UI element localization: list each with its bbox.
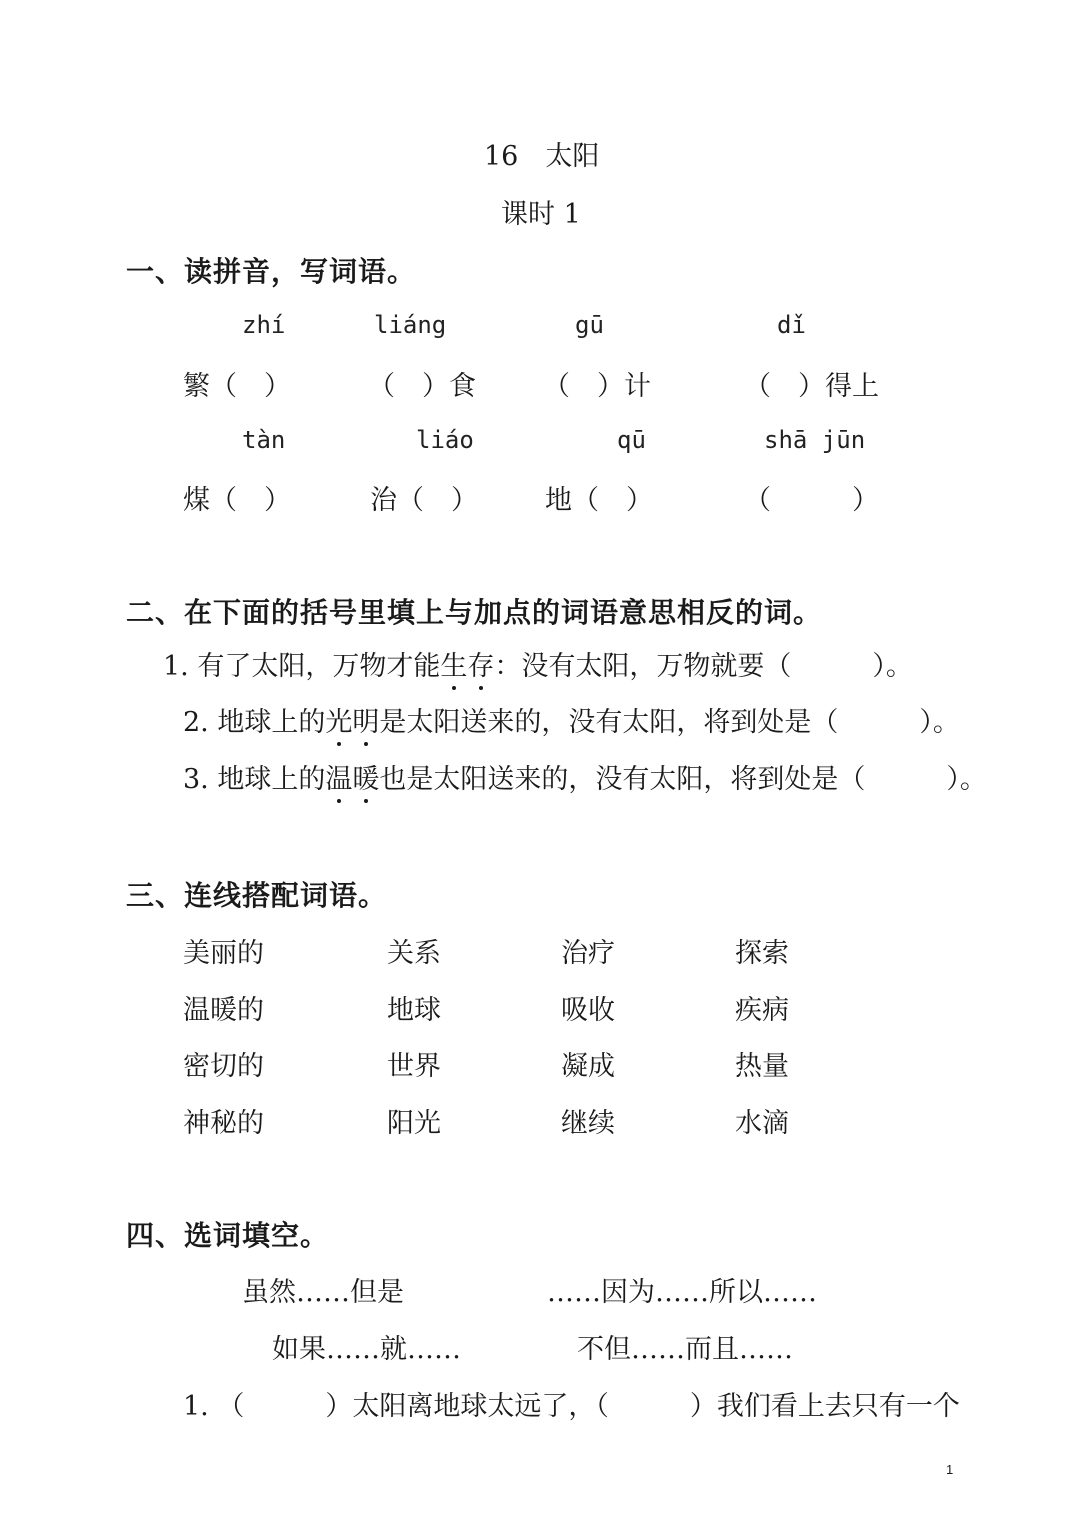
match-word: 世界 — [387, 1051, 441, 1082]
q2-suffix: 是太阳送来的，没有太阳，将到处是（ ）。 — [379, 707, 960, 738]
match-word: 凝成 — [561, 1051, 615, 1082]
conjunction-option-3: 如果……就…… — [272, 1334, 461, 1365]
lesson-title: 16 太阳 — [484, 141, 600, 172]
pinyin-liao: liáo — [416, 426, 474, 454]
pinyin-qu: qū — [617, 426, 646, 454]
section1-heading: 一、读拼音，写词语。 — [126, 255, 417, 288]
pinyin-gu: gū — [575, 311, 604, 339]
match-word: 阳光 — [387, 1108, 441, 1139]
q3-suffix: 也是太阳送来的，没有太阳，将到处是（ ）。 — [379, 764, 987, 795]
dotted-char: 光 — [325, 700, 352, 739]
match-word: 密切的 — [183, 1051, 264, 1082]
match-word: 水滴 — [735, 1108, 789, 1139]
antonym-question-1 — [163, 644, 913, 683]
fill-word-5: 煤（ ） — [183, 485, 291, 516]
conjunction-option-4: 不但……而且…… — [577, 1334, 793, 1365]
fill-word-1: 繁（ ） — [183, 371, 291, 402]
q2-prefix: 2. 地球上的 — [183, 707, 326, 738]
dotted-char: 暖 — [352, 757, 379, 796]
fill-word-8: （ ） — [744, 485, 879, 516]
lesson-period: 课时 1 — [501, 199, 581, 230]
pinyin-zhi: zhí — [242, 311, 286, 339]
fill-word-3: （ ）计 — [543, 371, 651, 402]
fill-word-7: 地（ ） — [545, 485, 653, 516]
match-word: 疾病 — [735, 995, 789, 1026]
conjunction-option-1: 虽然……但是 — [242, 1277, 404, 1308]
match-word: 探索 — [735, 938, 789, 969]
conjunction-option-2: ……因为……所以…… — [547, 1277, 817, 1308]
q3-prefix: 3. 地球上的 — [183, 764, 326, 795]
pinyin-liang: liáng — [374, 311, 447, 339]
section2-heading: 二、在下面的括号里填上与加点的词语意思相反的词。 — [126, 596, 823, 629]
page-number: 1 — [946, 1462, 954, 1477]
match-word: 温暖的 — [183, 995, 264, 1026]
match-word: 吸收 — [561, 995, 615, 1026]
match-word: 治疗 — [561, 938, 615, 969]
match-word: 美丽的 — [183, 938, 264, 969]
match-word: 关系 — [387, 938, 441, 969]
section4-heading: 四、选词填空。 — [126, 1219, 330, 1252]
match-word: 神秘的 — [183, 1108, 264, 1139]
dotted-char: 存 — [467, 644, 494, 683]
antonym-question-3 — [183, 757, 987, 796]
pinyin-shajun: shā jūn — [764, 426, 866, 454]
q1-prefix: 1. 有了太阳，万物才能 — [163, 651, 441, 682]
q1-suffix: ：没有太阳，万物就要（ ）。 — [494, 651, 913, 682]
fill-word-4: （ ）得上 — [744, 371, 879, 402]
match-word: 热量 — [735, 1051, 789, 1082]
dotted-char: 生 — [440, 644, 467, 683]
section3-heading: 三、连线搭配词语。 — [126, 879, 388, 912]
fill-word-2: （ ）食 — [368, 371, 476, 402]
dotted-char: 温 — [325, 757, 352, 796]
match-word: 地球 — [387, 995, 441, 1026]
fill-sentence-1: 1. （ ）太阳离地球太远了，（ ）我们看上去只有一个 — [183, 1391, 960, 1422]
antonym-question-2 — [183, 700, 960, 739]
match-word: 继续 — [561, 1108, 615, 1139]
fill-word-6: 治（ ） — [370, 485, 478, 516]
pinyin-di: dǐ — [777, 311, 806, 339]
pinyin-tan: tàn — [242, 426, 286, 454]
dotted-char: 明 — [352, 700, 379, 739]
